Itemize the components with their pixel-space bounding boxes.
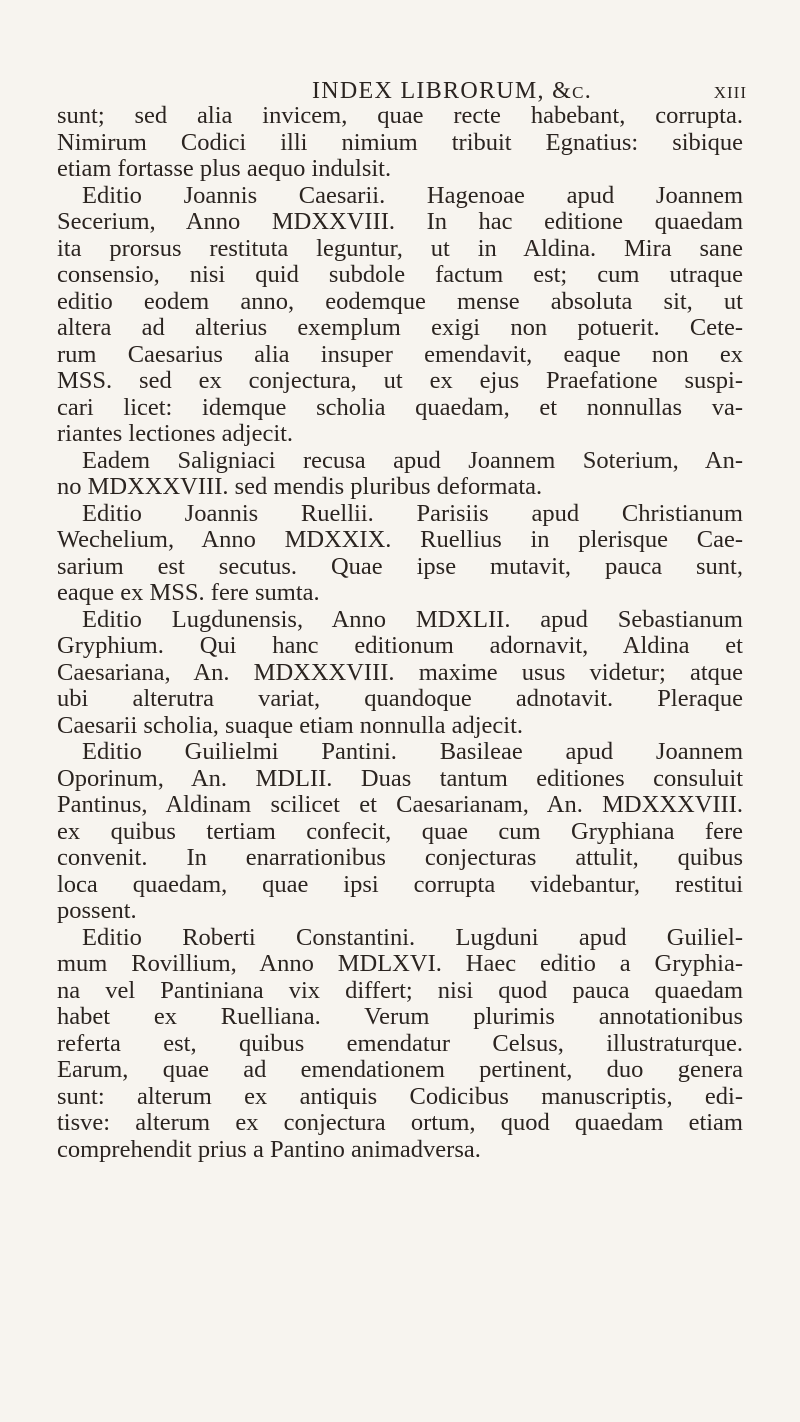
running-title: INDEX LIBRORUM, &c. [312, 78, 593, 104]
text-line: mum Rovillium, Anno MDLXVI. Haec editio a Gryphia- [57, 950, 743, 977]
text-line: referta est, quibus emendatur Celsus, illustraturque. [57, 1029, 743, 1057]
text-line: Editio Joannis Caesarii. Hagenoae apud Joannem [82, 181, 743, 209]
text-line: sunt: alterum ex antiquis Codicibus manuscriptis, edi- [57, 1082, 743, 1110]
text-line: Nimirum Codici illi nimium tribuit Egnatius: sibique [57, 128, 743, 156]
text-line: Earum, quae ad emendationem pertinent, duo genera [57, 1056, 743, 1083]
text-line: no MDXXXVIII. sed mendis pluribus deformata. [57, 473, 543, 500]
text-line: Wechelium, Anno MDXXIX. Ruellius in plerisque Cae- [57, 526, 743, 553]
text-line: etiam fortasse plus aequo indulsit. [57, 155, 392, 182]
text-line: riantes lectiones adjecit. [57, 420, 294, 447]
text-line: eaque ex MSS. fere sumta. [57, 579, 320, 606]
text-line: habet ex Ruelliana. Verum plurimis annotationibus [57, 1003, 743, 1030]
text-line: na vel Pantiniana vix differt; nisi quod pauca quaedam [57, 976, 743, 1004]
text-line: ex quibus tertiam confecit, quae cum Gryphiana fere [57, 817, 743, 845]
text-line: Oporinum, An. MDLII. Duas tantum editiones consuluit [57, 764, 743, 792]
text-line: sunt; sed alia invicem, quae recte habebant, corrupta. [57, 102, 743, 129]
text-line: Secerium, Anno MDXXVIII. In hac editione quaedam [57, 208, 743, 235]
text-line: Editio Joannis Ruellii. Parisiis apud Christianum [82, 499, 743, 527]
text-line: Gryphium. Qui hanc editionum adornavit, Aldina et [57, 632, 743, 659]
text-line: Editio Guilielmi Pantini. Basileae apud Joannem [82, 738, 743, 765]
text-line: possent. [57, 897, 137, 924]
text-line: Eadem Saligniaci recusa apud Joannem Soterium, An- [82, 446, 743, 474]
text-line: loca quaedam, quae ipsi corrupta videbantur, restitui [57, 870, 743, 898]
text-line: convenit. In enarrationibus conjecturas attulit, quibus [57, 844, 743, 871]
text-line: consensio, nisi quid subdole factum est; cum utraque [57, 261, 743, 288]
text-line: Editio Roberti Constantini. Lugduni apud Guiliel- [82, 923, 743, 951]
text-line: Pantinus, Aldinam scilicet et Caesarianam, An. MDXXXVIII. [57, 791, 743, 818]
text-line: tisve: alterum ex conjectura ortum, quod quaedam etiam [57, 1109, 743, 1136]
text-line: Editio Lugdunensis, Anno MDXLII. apud Sebastianum [82, 605, 743, 633]
page-number: xiii [713, 78, 747, 104]
text-line: cari licet: idemque scholia quaedam, et nonnullas va- [57, 393, 743, 421]
text-line: ubi alterutra variat, quandoque adnotavit. Pleraque [57, 685, 743, 712]
text-line: comprehendit prius a Pantino animadversa. [57, 1135, 481, 1163]
body-text [57, 103, 743, 1163]
text-line: rum Caesarius alia insuper emendavit, eaque non ex [57, 340, 743, 368]
text-line: MSS. sed ex conjectura, ut ex ejus Praefatione suspi- [57, 367, 743, 394]
text-line: sarium est secutus. Quae ipse mutavit, pauca sunt, [57, 552, 743, 580]
text-line: altera ad alterius exemplum exigi non potuerit. Cete- [57, 314, 743, 341]
text-line: Caesarii scholia, suaque etiam nonnulla adjecit. [57, 711, 524, 739]
text-line: editio eodem anno, eodemque mense absoluta sit, ut [57, 287, 743, 315]
text-line: ita prorsus restituta leguntur, ut in Aldina. Mira sane [57, 234, 743, 262]
text-line: Caesariana, An. MDXXXVIII. maxime usus videtur; atque [57, 658, 743, 686]
